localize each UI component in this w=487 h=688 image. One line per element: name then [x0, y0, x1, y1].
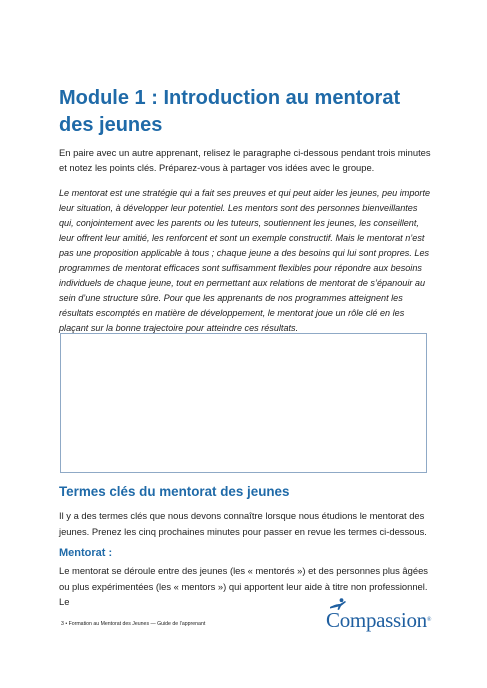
mentorat-definition: Le mentorat se déroule entre des jeunes (les « mentorés ») et des personnes plus âgées ou plus expérimentées (les « mentors ») qui apportent leur aide à titre non professionnel. Le [59, 565, 428, 607]
reading-passage: Le mentorat est une stratégie qui a fait ses preuves et qui peut aider les jeunes, peu importe leur situation, à développer leur potentiel. Les mentors sont des personnes bienveillantes qui, conjointement avec les parents ou les tuteurs, soutiennent les jeunes, les conseillent, leur offrent leur amitié, les renforcent et sont un exemple constructif. Mais le mentorat n’est pas une proposition applicable à tous ; chaque jeune a des besoins qui lui sont propres. Les programmes de mentorat efficaces sont suffisamment flexibles pour répondre aux besoins individuels de chaque jeune, tout en permettant aux relations de mentorat de s’épanouir au sein d’une structure sûre. Pour que les apprenants de nos programmes atteignent les résultats escomptés en matière de développement, le mentorat joue un rôle clé en les plaçant sur la bonne trajectoire pour atteindre ces résultats. [59, 188, 431, 333]
instructions-paragraph: En paire avec un autre apprenant, relisez le paragraphe ci-dessous pendant trois minutes et notez les points clés. Préparez-vous à partager vos idées avec le groupe. [59, 147, 431, 173]
module-title: Module 1 : Introduction au mentorat des jeunes [59, 87, 401, 136]
mentorat-heading: Mentorat : [59, 547, 113, 559]
notes-box[interactable] [60, 333, 427, 473]
key-terms-intro: Il y a des termes clés que nous devons connaître lorsque nous étudions le mentorat des jeunes. Prenez les cinq prochaines minutes pour passer en revue les termes ci-dessous. [59, 510, 427, 537]
logo-wordmark: Compassion® [326, 608, 432, 632]
key-terms-heading: Termes clés du mentorat des jeunes [59, 484, 290, 499]
page-footer: 3 • Formation au Mentorat des Jeunes — Guide de l’apprenant [61, 621, 206, 627]
compassion-logo [326, 598, 438, 634]
